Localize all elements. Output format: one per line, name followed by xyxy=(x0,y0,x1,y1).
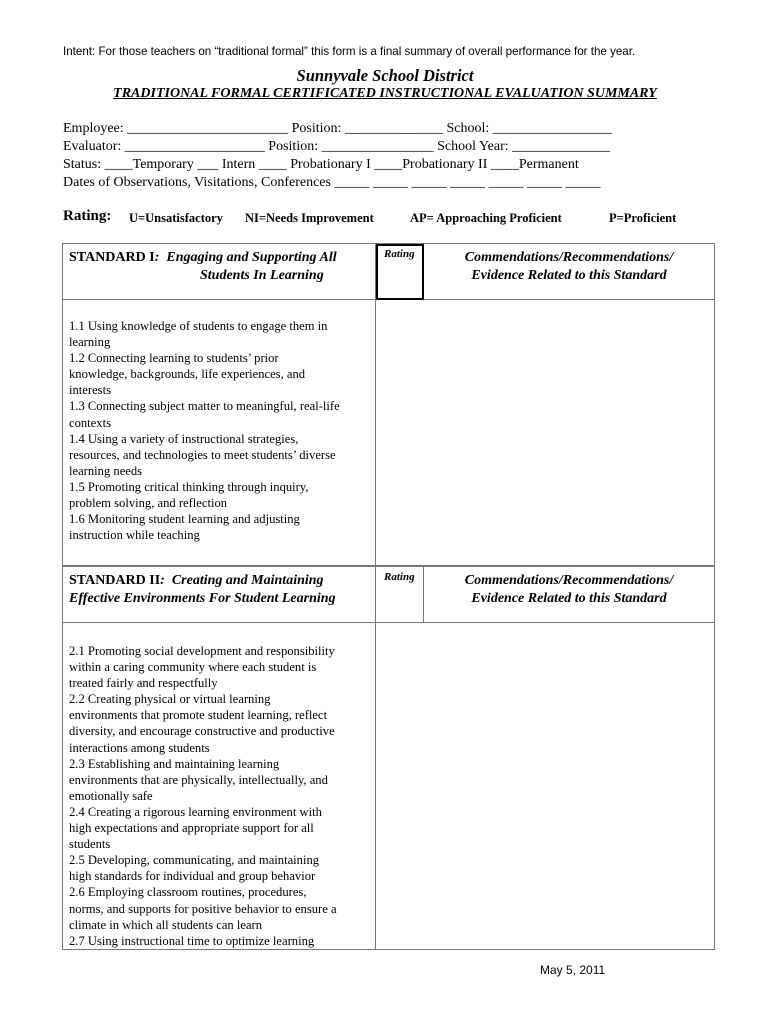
district-name: Sunnyvale School District xyxy=(296,66,474,85)
employee-field-line[interactable]: Employee: _______________________ Position: ______________ School: _________________ xyxy=(63,121,612,136)
list-item: learning needs xyxy=(69,463,143,478)
standard-1-rating-label: Rating xyxy=(384,248,415,260)
intent-note: Intent: For those teachers on “traditional formal” this form is a final summary of overall performance for the year. xyxy=(63,45,636,58)
standard-1-comm-line2: Evidence Related to this Standard xyxy=(471,267,667,283)
list-item: high standards for individual and group behavior xyxy=(69,869,316,884)
form-title: TRADITIONAL FORMAL CERTIFICATED INSTRUCTIONAL EVALUATION SUMMARY xyxy=(113,86,657,101)
list-item: 2.5 Developing, communicating, and maintaining xyxy=(69,853,320,868)
standard-1-title-line2: Students In Learning xyxy=(200,267,324,283)
standard-2-rating-cell[interactable] xyxy=(376,567,424,623)
list-item: interests xyxy=(69,383,111,398)
list-item: norms, and supports for positive behavior to ensure a xyxy=(69,901,337,916)
rating-legend-ni: NI=Needs Improvement xyxy=(245,211,374,225)
dates-field-line[interactable]: Dates of Observations, Visitations, Conferences _____ _____ _____ _____ _____ _____ _____ xyxy=(63,175,601,190)
list-item: learning xyxy=(69,335,111,350)
standard-1-comm-heading xyxy=(424,244,715,300)
list-item: 2.1 Promoting social development and responsibility xyxy=(69,644,335,658)
rating-legend-u: U=Unsatisfactory xyxy=(129,211,223,225)
list-item: 2.6 Employing classroom routines, procedures, xyxy=(69,885,307,900)
standard-1-colon: : xyxy=(154,250,160,265)
list-item: students xyxy=(69,837,111,852)
list-item: resources, and technologies to meet students’ diverse xyxy=(69,447,336,462)
rating-legend-ap: AP= Approaching Proficient xyxy=(410,211,562,225)
list-item: within a caring community where each student is xyxy=(69,660,317,675)
standard-2-title-line1: Creating and Maintaining xyxy=(171,573,324,588)
standard-2-table xyxy=(62,566,715,950)
list-item: 2.7 Using instructional time to optimize learning xyxy=(69,933,315,948)
list-item: problem solving, and reflection xyxy=(69,496,228,511)
list-item: environments that promote student learning, reflect xyxy=(69,708,328,723)
list-item: 1.5 Promoting critical thinking through inquiry, xyxy=(69,479,309,494)
list-item: contexts xyxy=(69,415,111,430)
standard-1-comment-area[interactable] xyxy=(376,300,715,566)
list-item: 1.1 Using knowledge of students to engage them in xyxy=(69,319,328,333)
standard-2-title-line2: Effective Environments For Student Learning xyxy=(69,590,336,606)
standard-2-rating-label: Rating xyxy=(384,571,415,583)
rating-legend-label: Rating: xyxy=(63,208,112,224)
evaluator-field-line[interactable]: Evaluator: ____________________ Position: ________________ School Year: ______________ xyxy=(63,139,611,154)
rating-legend-p: P=Proficient xyxy=(609,211,677,225)
list-item: emotionally safe xyxy=(69,788,153,803)
list-item: 1.4 Using a variety of instructional strategies, xyxy=(69,431,299,446)
standard-2-comm-line1: Commendations/Recommendations/ xyxy=(464,573,674,588)
status-field-line[interactable]: Status: ____Temporary ___ Intern ____ Probationary I ____Probationary II ____Permanent xyxy=(63,157,579,172)
standard-1-heading xyxy=(63,244,376,300)
list-item: 1.3 Connecting subject matter to meaningful, real-life xyxy=(69,399,340,414)
list-item: diversity, and encourage constructive and productive xyxy=(69,724,335,739)
standard-2-comm-heading xyxy=(424,567,715,623)
standard-2-comm-line2: Evidence Related to this Standard xyxy=(471,590,667,606)
standard-2-heading xyxy=(63,567,376,623)
footer-date: May 5, 2011 xyxy=(540,963,606,977)
list-item: 2.2 Creating physical or virtual learning xyxy=(69,692,271,707)
list-item: environments that are physically, intellectually, and xyxy=(69,772,328,787)
list-item: 2.4 Creating a rigorous learning environment with xyxy=(69,804,322,819)
list-item: instruction while teaching xyxy=(69,528,200,543)
list-item: 1.6 Monitoring student learning and adjusting xyxy=(69,512,300,527)
standard-1-title-line1: Engaging and Supporting All xyxy=(166,250,337,265)
standard-1-table xyxy=(62,243,715,566)
list-item: 1.2 Connecting learning to students’ prior xyxy=(69,351,279,366)
standard-1-items xyxy=(63,300,376,566)
standard-2-colon: : xyxy=(160,573,165,588)
standard-1-comm-line1: Commendations/Recommendations/ xyxy=(464,250,674,265)
standard-1-prefix: STANDARD I xyxy=(69,250,155,265)
list-item: 2.3 Establishing and maintaining learning xyxy=(69,756,280,771)
standard-2-comment-area[interactable] xyxy=(376,623,715,950)
standard-2-prefix: STANDARD II xyxy=(69,573,161,588)
list-item: treated fairly and respectfully xyxy=(69,676,218,691)
list-item: climate in which all students can learn xyxy=(69,917,263,932)
standard-2-items xyxy=(63,623,376,950)
list-item: knowledge, backgrounds, life experiences, and xyxy=(69,367,306,382)
list-item: interactions among students xyxy=(69,740,210,755)
list-item: high expectations and appropriate support for all xyxy=(69,821,314,836)
standard-1-rating-cell[interactable] xyxy=(376,244,424,300)
